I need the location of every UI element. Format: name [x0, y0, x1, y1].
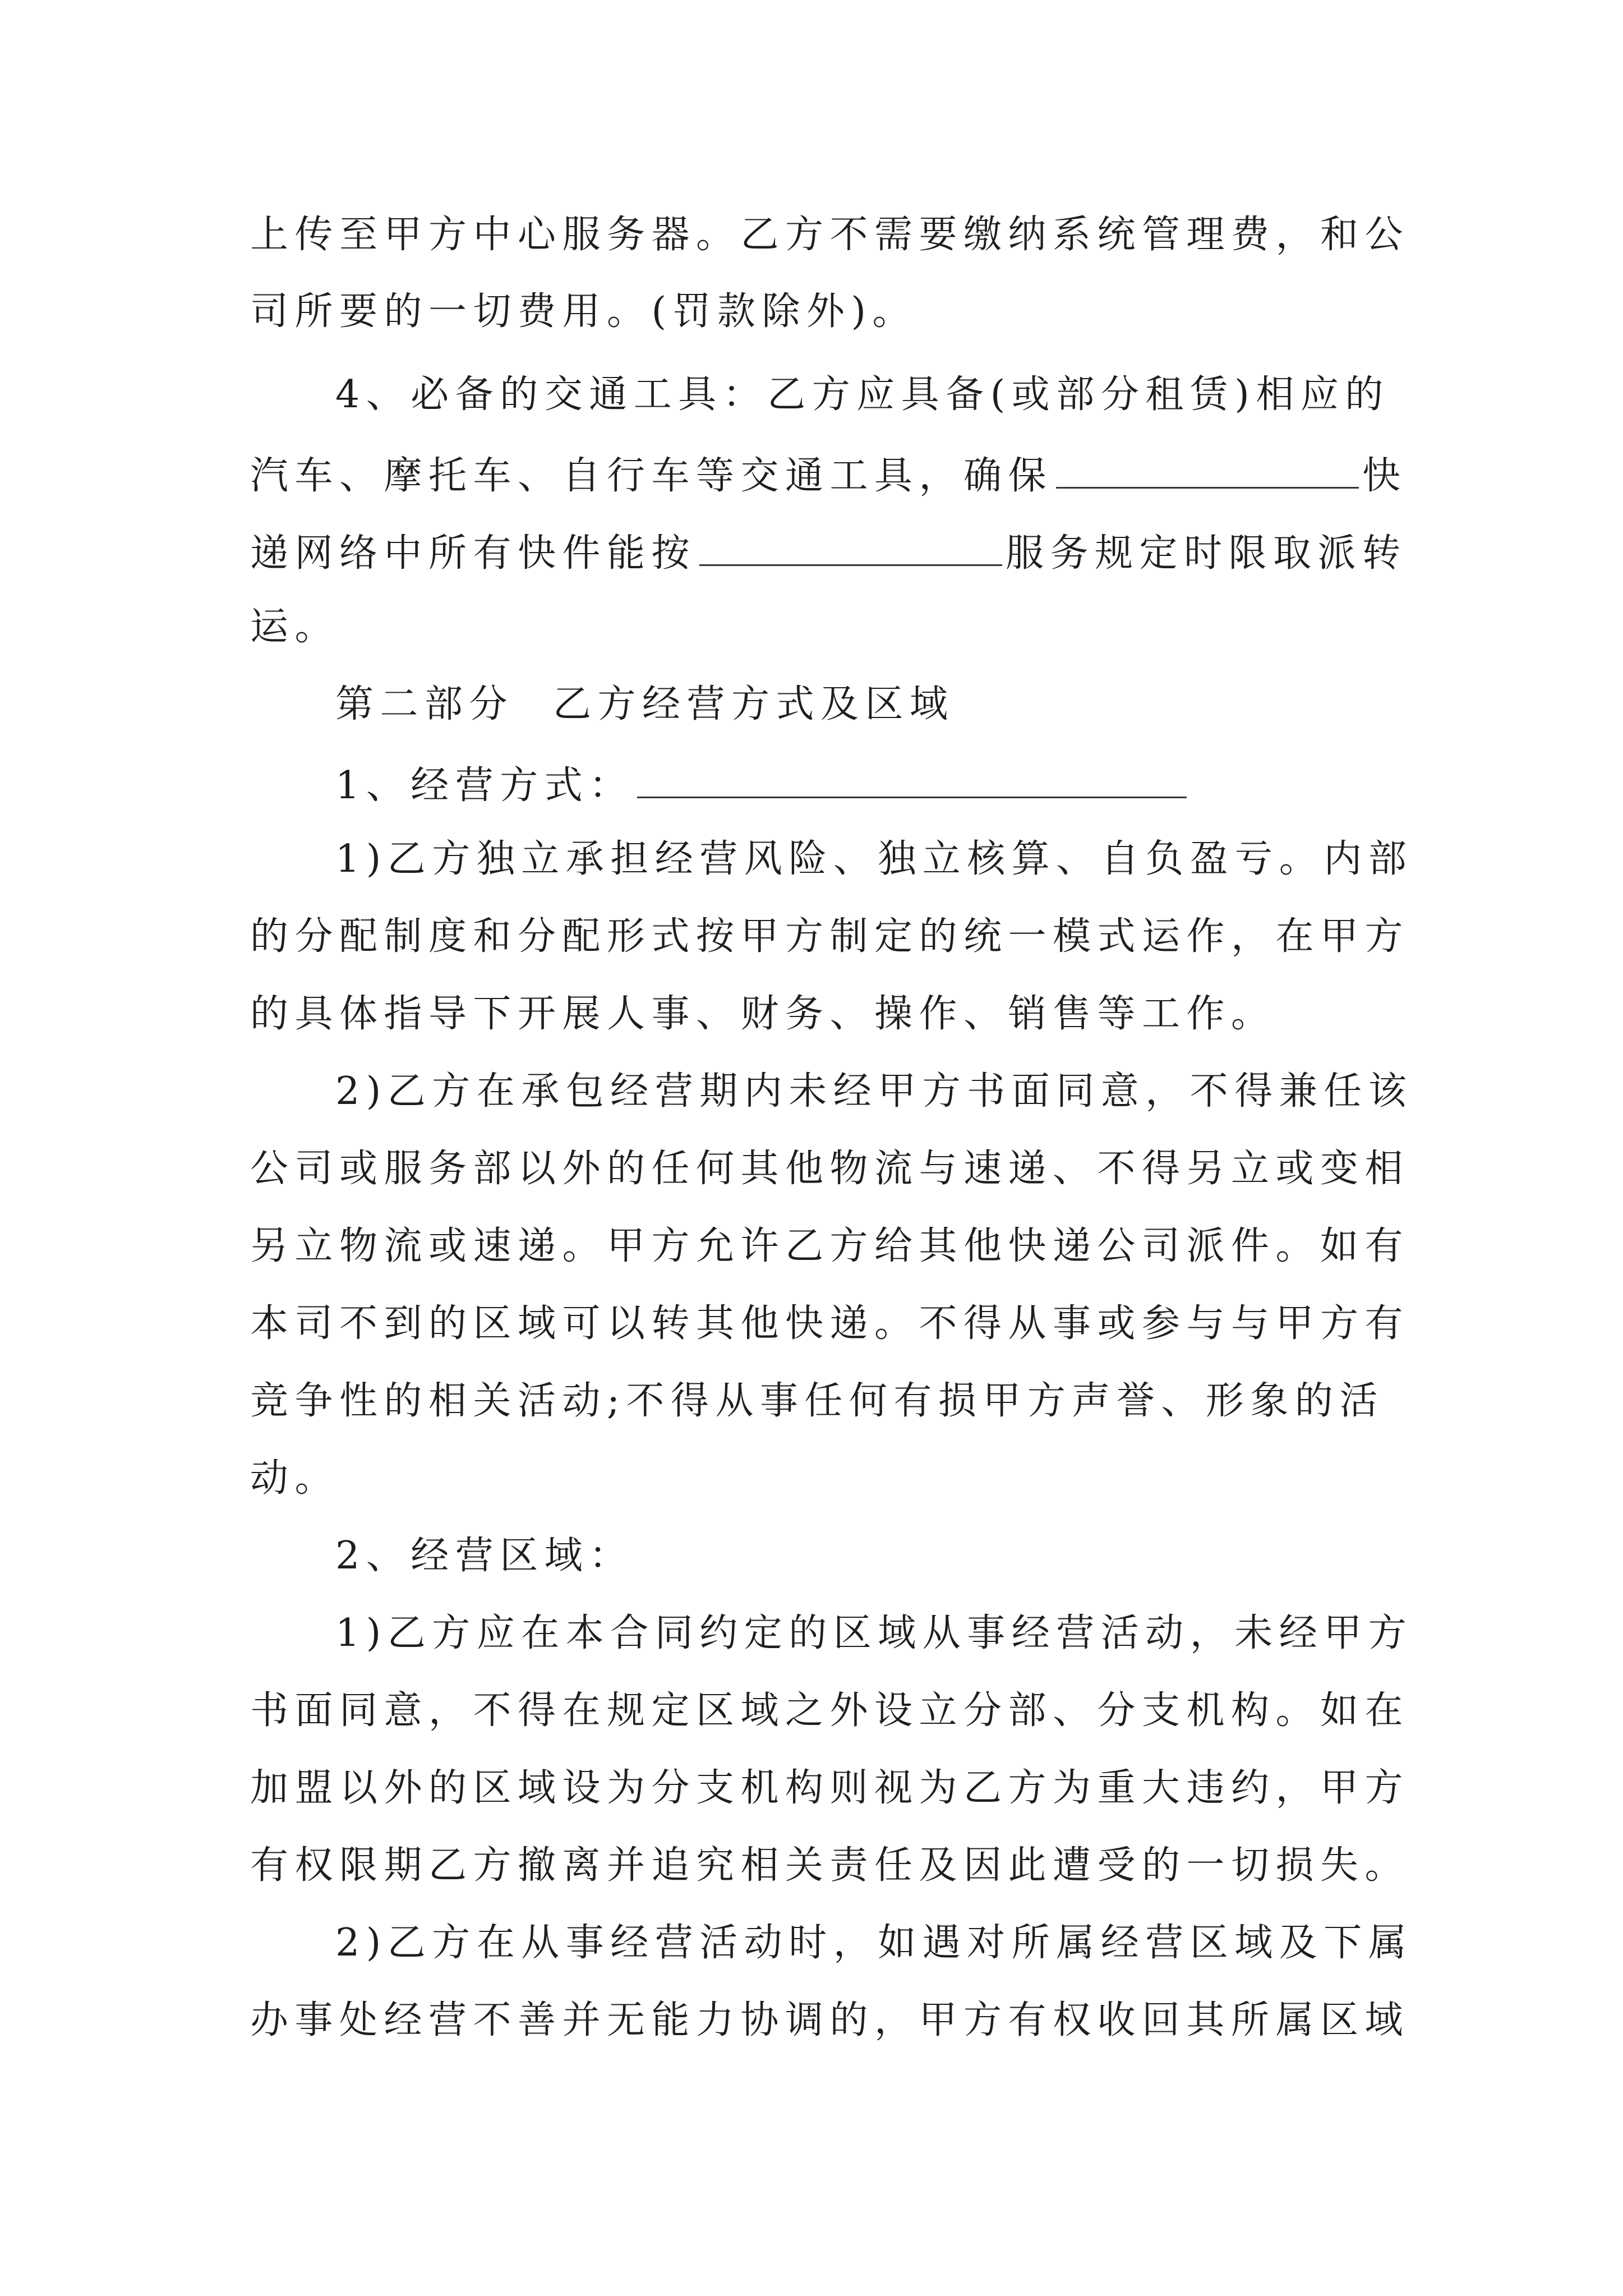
section-number: 第二部分: [335, 682, 514, 726]
text-line: 2)乙方在从事经营活动时，如遇对所属经营区域及下属: [335, 1921, 1413, 1965]
text-line: 1)乙方应在本合同约定的区域从事经营活动，未经甲方: [335, 1611, 1413, 1655]
fill-in-blank: [1056, 453, 1359, 489]
fill-in-blank: [637, 763, 1187, 798]
text-line: [335, 763, 1190, 808]
text-line: [250, 453, 1407, 498]
text-line: 运。: [250, 605, 340, 649]
fill-in-blank: [699, 531, 1002, 566]
text-span: 递网络中所有快件能按: [250, 531, 697, 576]
section-heading: [335, 682, 955, 726]
text-span: 汽车、摩托车、自行车等交通工具，确保: [250, 454, 1053, 498]
text-line: 2)乙方在承包经营期内未经甲方书面同意，不得兼任该: [335, 1069, 1413, 1114]
text-line: 1)乙方独立承担经营风险、独立核算、自负盈亏。内部: [335, 837, 1413, 881]
text-line: 另立物流或速递。甲方允许乙方给其他快递公司派件。如有: [250, 1224, 1410, 1268]
text-span: 快: [1362, 454, 1407, 498]
text-line: 竞争性的相关活动;不得从事任何有损甲方声誉、形象的活: [250, 1379, 1384, 1423]
text-line: 加盟以外的区域设为分支机构则视为乙方为重大违约，甲方: [250, 1766, 1410, 1810]
text-span: 服务规定时限取派转: [1006, 531, 1407, 576]
text-line: [250, 531, 1407, 576]
text-line: 司所要的一切费用。(罚款除外)。: [250, 289, 917, 334]
text-line: 本司不到的区域可以转其他快递。不得从事或参与与甲方有: [250, 1301, 1410, 1346]
text-line: 动。: [250, 1456, 340, 1501]
text-line: 2、经营区域：: [335, 1534, 634, 1578]
text-line: 公司或服务部以外的任何其他物流与速递、不得另立或变相: [250, 1147, 1410, 1191]
text-line: 办事处经营不善并无能力协调的，甲方有权收回其所属区域: [250, 1998, 1410, 2042]
text-line: 的具体指导下开展人事、财务、操作、销售等工作。: [250, 992, 1276, 1036]
text-line: 上传至甲方中心服务器。乙方不需要缴纳系统管理费，和公: [250, 213, 1410, 257]
text-span: 1、经营方式：: [335, 763, 634, 808]
section-title: 乙方经营方式及区域: [553, 682, 955, 726]
text-line: 书面同意，不得在规定区域之外设立分部、分支机构。如在: [250, 1688, 1410, 1733]
text-line: 4、必备的交通工具：乙方应具备(或部分租赁)相应的: [335, 372, 1390, 417]
text-line: 的分配制度和分配形式按甲方制定的统一模式运作，在甲方: [250, 914, 1410, 959]
text-line: 有权限期乙方撤离并追究相关责任及因此遭受的一切损失。: [250, 1843, 1410, 1888]
